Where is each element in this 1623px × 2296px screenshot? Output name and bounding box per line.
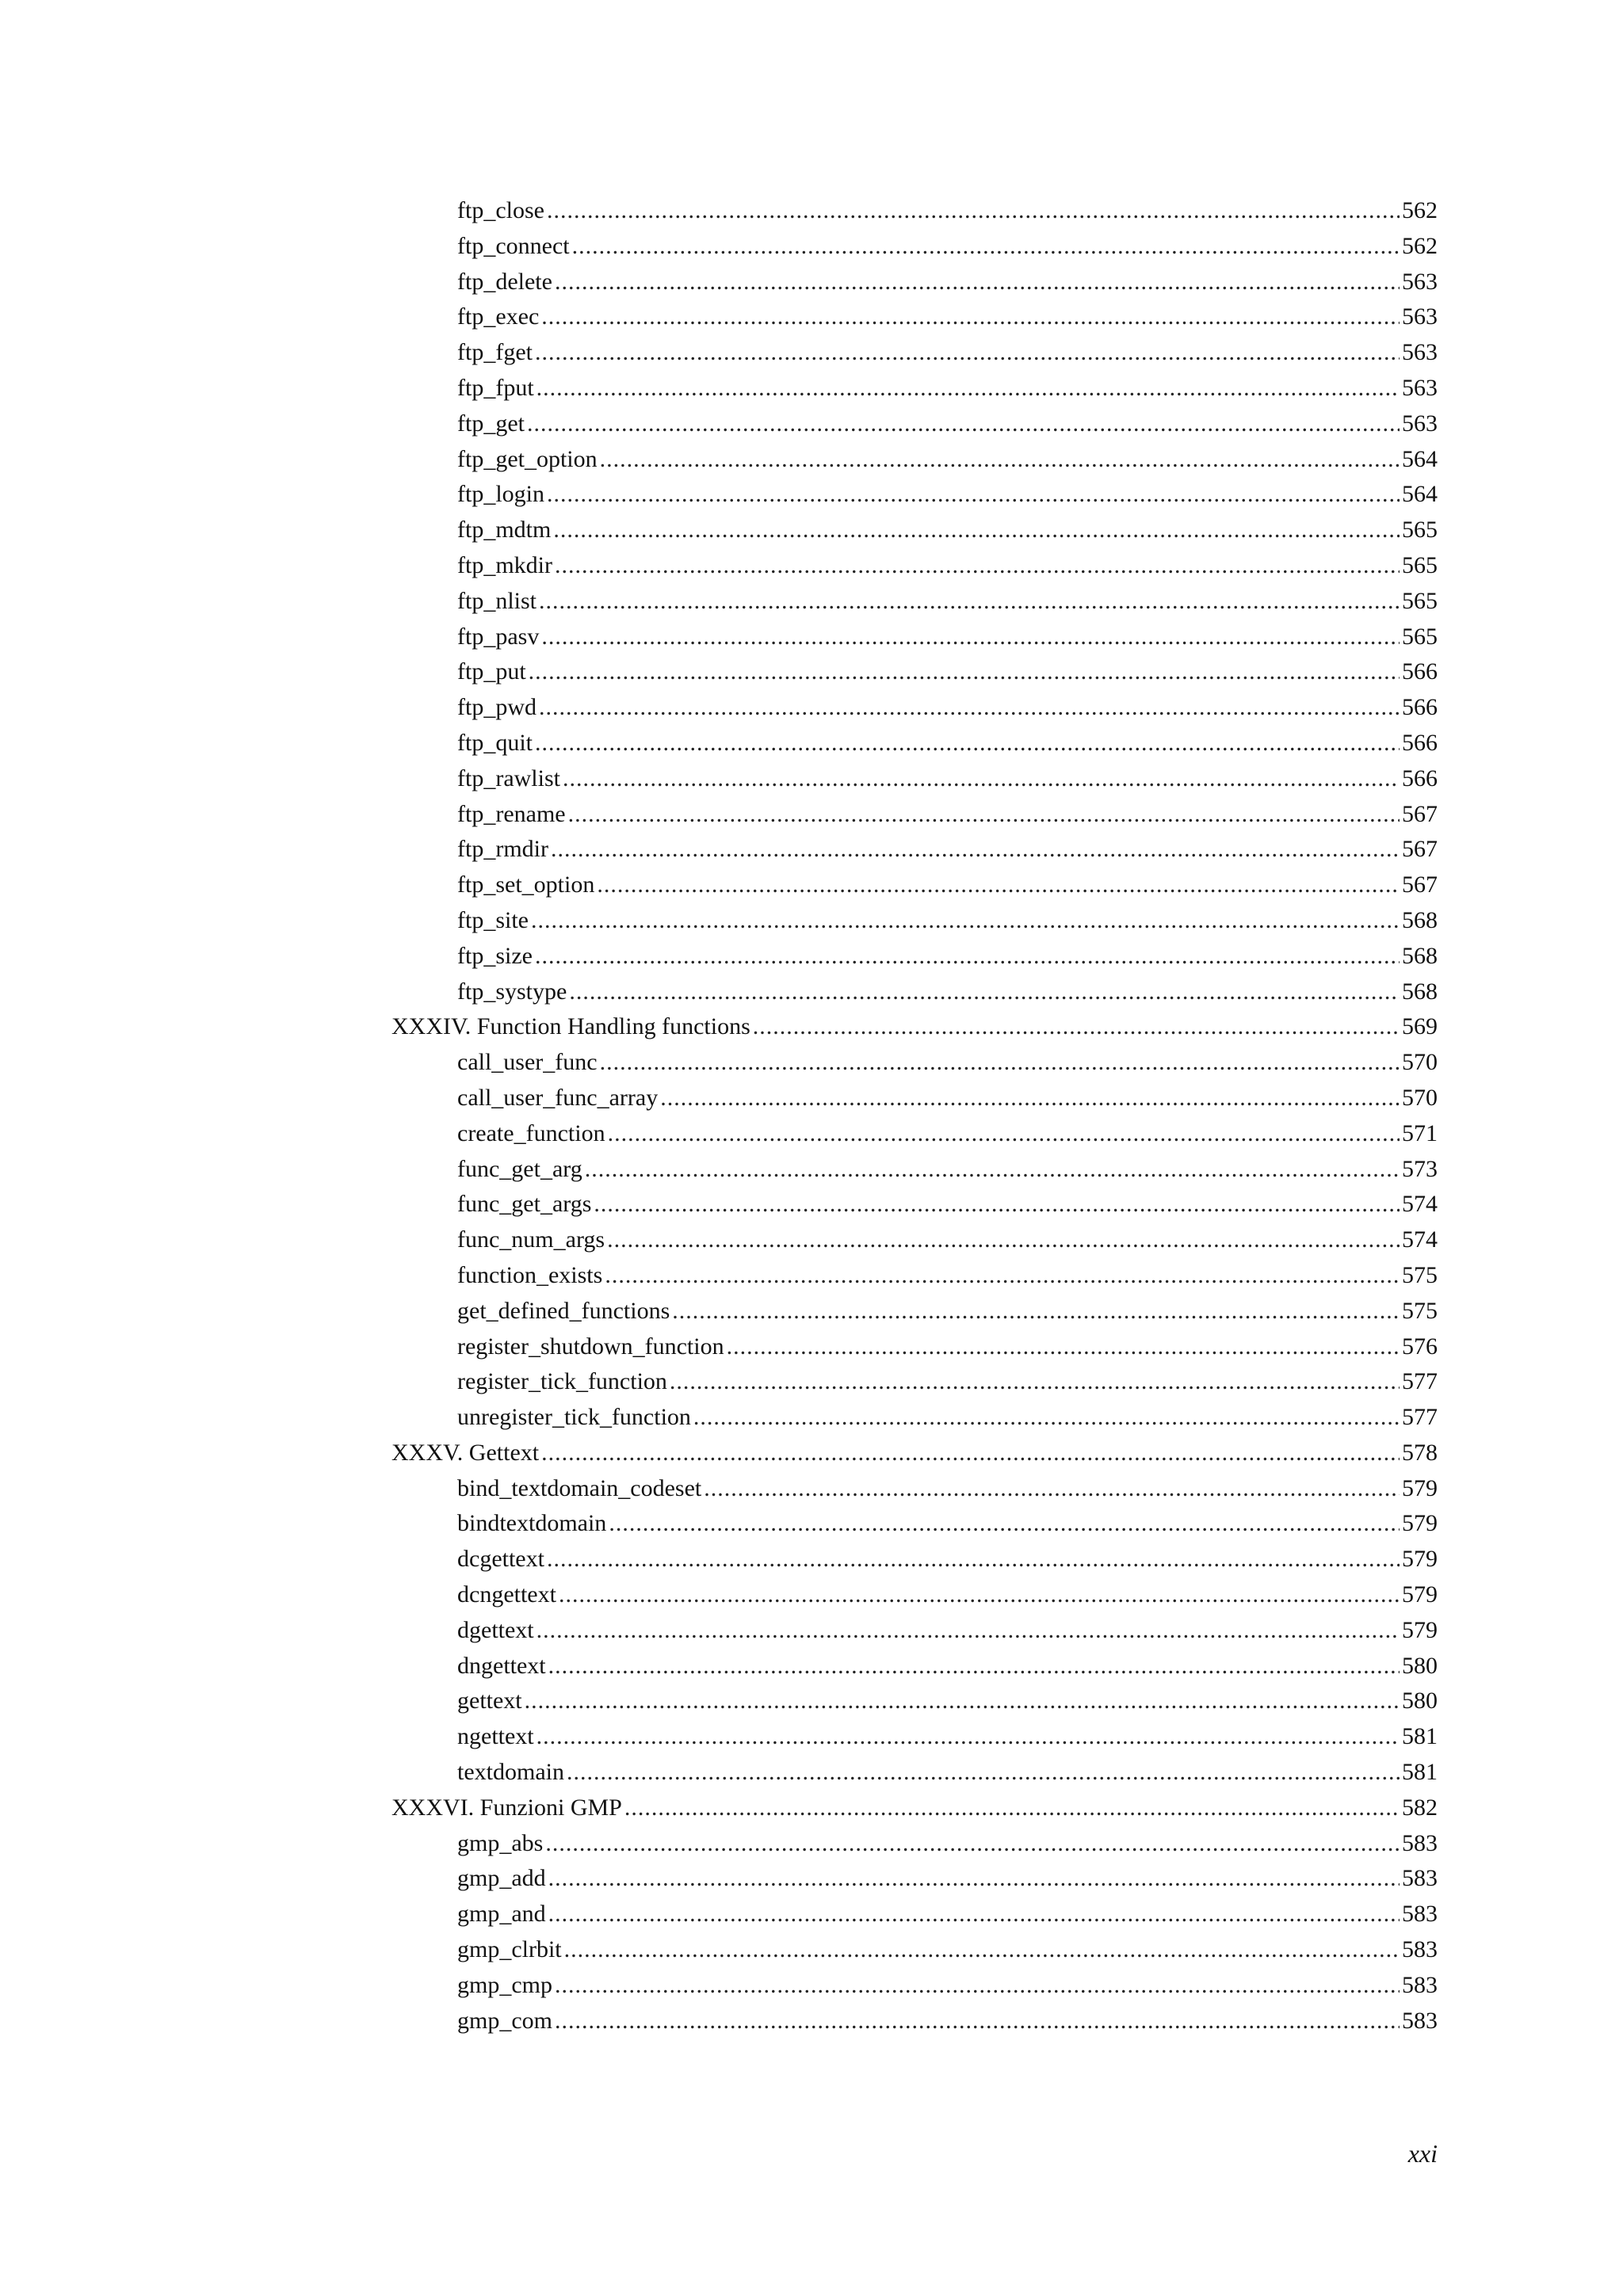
toc-entry[interactable] (391, 371, 1438, 406)
dot-leader (607, 1222, 1400, 1258)
toc-entry-title: dcgettext (457, 1546, 544, 1573)
toc-entry[interactable] (391, 1471, 1438, 1507)
dot-leader (597, 868, 1400, 903)
toc-entry[interactable] (391, 265, 1438, 300)
dot-leader (527, 406, 1400, 442)
toc-entry-title: XXXVI. Funzioni GMP (391, 1794, 622, 1821)
toc-entry-title: ftp_rmdir (457, 836, 548, 863)
toc-entry[interactable] (391, 193, 1438, 229)
toc-entry[interactable] (391, 939, 1438, 974)
toc-entry-page: 575 (1402, 1261, 1438, 1288)
toc-entry-page: 570 (1402, 1049, 1438, 1076)
toc-entry[interactable] (391, 1826, 1438, 1862)
dot-leader (609, 1506, 1400, 1542)
toc-entry-title: ftp_login (457, 481, 544, 508)
dot-leader (608, 1116, 1400, 1152)
toc-entry-page: 583 (1402, 1971, 1438, 1998)
toc-entry-title: register_shutdown_function (457, 1333, 724, 1360)
toc-entry-title: gmp_cmp (457, 1971, 552, 1998)
dot-leader (555, 265, 1400, 300)
toc-entry-title: gettext (457, 1688, 522, 1714)
toc-entry-page: 581 (1402, 1723, 1438, 1750)
dot-leader (547, 193, 1400, 229)
toc-entry-page: 577 (1402, 1404, 1438, 1431)
toc-entry-page: 581 (1402, 1759, 1438, 1786)
toc-entry-title: gmp_and (457, 1901, 546, 1928)
toc-entry-page: 582 (1402, 1794, 1438, 1821)
dot-leader (672, 1294, 1400, 1329)
dot-leader (660, 1081, 1400, 1116)
toc-entry[interactable] (391, 584, 1438, 620)
toc-entry[interactable] (391, 1649, 1438, 1684)
dot-leader (537, 1719, 1400, 1755)
dot-leader (594, 1187, 1400, 1222)
dot-leader (539, 690, 1400, 726)
toc-entry-page: 583 (1402, 1829, 1438, 1856)
toc-entry-page: 583 (1402, 1865, 1438, 1892)
dot-leader (572, 229, 1400, 265)
toc-entry-title: ftp_close (457, 197, 544, 223)
toc-entry-title: ftp_pwd (457, 694, 537, 721)
toc-entry-title: ftp_systype (457, 978, 567, 1005)
toc-entry-title: ftp_rawlist (457, 765, 560, 791)
toc-entry[interactable] (391, 1222, 1438, 1258)
toc-entry-page: 566 (1402, 694, 1438, 721)
toc-entry-title: ftp_quit (457, 729, 533, 756)
toc-entry-page: 568 (1402, 942, 1438, 969)
toc-entry-page: 583 (1402, 1936, 1438, 1963)
toc-entry[interactable] (391, 832, 1438, 868)
dot-leader (563, 761, 1400, 797)
toc-entry-title: gmp_com (457, 2007, 552, 2034)
toc-entry-page: 579 (1402, 1581, 1438, 1608)
toc-entry-title: ftp_set_option (457, 871, 595, 898)
toc-entry-title: ftp_mdtm (457, 517, 552, 543)
dot-leader (564, 1932, 1400, 1968)
toc-entry[interactable] (391, 797, 1438, 833)
toc-entry-page: 565 (1402, 623, 1438, 650)
toc-entry-title: ftp_get_option (457, 445, 598, 472)
toc-entry-page: 573 (1402, 1155, 1438, 1182)
dot-leader (567, 1755, 1400, 1791)
toc-entry[interactable] (391, 1081, 1438, 1116)
dot-leader (529, 654, 1400, 690)
dot-leader (605, 1258, 1400, 1294)
toc-entry-title: dcngettext (457, 1581, 556, 1608)
toc-entry-page: 568 (1402, 906, 1438, 933)
toc-entry-title: get_defined_functions (457, 1297, 670, 1324)
toc-entry[interactable] (391, 1187, 1438, 1222)
toc-entry[interactable] (391, 761, 1438, 797)
toc-entry-page: 580 (1402, 1688, 1438, 1714)
toc-entry[interactable] (391, 1329, 1438, 1365)
toc-entry[interactable] (391, 1400, 1438, 1436)
toc-entry[interactable] (391, 690, 1438, 726)
dot-leader (600, 442, 1400, 478)
toc-entry-page: 576 (1402, 1333, 1438, 1360)
toc-entry[interactable] (391, 726, 1438, 761)
toc-entry-page: 566 (1402, 765, 1438, 791)
dot-leader (670, 1364, 1400, 1400)
dot-leader (555, 2004, 1400, 2039)
toc-entry-title: call_user_func_array (457, 1084, 659, 1111)
dot-leader (539, 584, 1400, 620)
toc-entry[interactable] (391, 1152, 1438, 1188)
toc-entry-page: 575 (1402, 1297, 1438, 1324)
toc-entry[interactable] (391, 229, 1438, 265)
toc-entry-page: 563 (1402, 339, 1438, 366)
toc-entry-title: ftp_put (457, 658, 526, 685)
toc-entry-page: 565 (1402, 587, 1438, 614)
toc-entry-page: 566 (1402, 729, 1438, 756)
table-of-contents (391, 193, 1438, 2039)
toc-entry-page: 568 (1402, 978, 1438, 1005)
dot-leader (568, 797, 1400, 833)
toc-entry[interactable] (391, 513, 1438, 548)
dot-leader (569, 974, 1400, 1010)
toc-entry-page: 563 (1402, 268, 1438, 295)
toc-entry-page: 562 (1402, 197, 1438, 223)
toc-entry[interactable] (391, 442, 1438, 478)
toc-entry[interactable] (391, 1861, 1438, 1897)
dot-leader (548, 1897, 1400, 1932)
toc-entry-page: 578 (1402, 1439, 1438, 1466)
toc-entry-page: 565 (1402, 517, 1438, 543)
toc-entry-title: ftp_delete (457, 268, 552, 295)
dot-leader (547, 1542, 1400, 1577)
toc-entry-page: 567 (1402, 800, 1438, 827)
dot-leader (547, 477, 1400, 513)
toc-entry-title: ftp_connect (457, 232, 570, 259)
toc-entry[interactable] (391, 1755, 1438, 1791)
toc-entry[interactable] (391, 1932, 1438, 1968)
toc-entry-title: gmp_abs (457, 1829, 544, 1856)
toc-entry[interactable] (391, 974, 1438, 1010)
toc-entry[interactable] (391, 1045, 1438, 1081)
toc-entry-page: 563 (1402, 410, 1438, 437)
dot-leader (624, 1791, 1400, 1826)
toc-entry[interactable] (391, 1506, 1438, 1542)
toc-entry[interactable] (391, 620, 1438, 655)
dot-leader (541, 299, 1400, 335)
toc-entry-page: 564 (1402, 445, 1438, 472)
toc-entry[interactable] (391, 1294, 1438, 1329)
toc-entry-title: register_tick_function (457, 1368, 667, 1395)
toc-entry-title: ftp_mkdir (457, 551, 552, 578)
toc-entry-page: 580 (1402, 1652, 1438, 1679)
toc-entry-page: 567 (1402, 836, 1438, 863)
dot-leader (553, 513, 1400, 548)
toc-entry-title: call_user_func (457, 1049, 598, 1076)
dot-leader (537, 371, 1400, 406)
toc-entry-title: ftp_fget (457, 339, 533, 366)
toc-entry[interactable] (391, 1897, 1438, 1932)
toc-entry-title: gmp_add (457, 1865, 546, 1892)
toc-entry-page: 571 (1402, 1119, 1438, 1146)
toc-entry-title: XXXIV. Function Handling functions (391, 1013, 750, 1040)
toc-entry[interactable] (391, 1613, 1438, 1649)
toc-entry-title: ftp_rename (457, 800, 566, 827)
toc-entry-title: ftp_size (457, 942, 533, 969)
toc-section-entry[interactable] (391, 1436, 1438, 1471)
toc-entry-title: ftp_nlist (457, 587, 537, 614)
toc-entry-title: bind_textdomain_codeset (457, 1474, 702, 1501)
dot-leader (704, 1471, 1400, 1507)
dot-leader (753, 1009, 1400, 1045)
toc-entry-page: 579 (1402, 1510, 1438, 1537)
toc-entry[interactable] (391, 2004, 1438, 2039)
toc-entry[interactable] (391, 299, 1438, 335)
toc-entry-page: 564 (1402, 481, 1438, 508)
toc-entry-page: 577 (1402, 1368, 1438, 1395)
toc-entry-title: ftp_exec (457, 303, 540, 330)
toc-entry-page: 565 (1402, 551, 1438, 578)
dot-leader (555, 548, 1400, 584)
toc-entry[interactable] (391, 1116, 1438, 1152)
toc-entry-title: func_get_arg (457, 1155, 582, 1182)
toc-entry[interactable] (391, 548, 1438, 584)
toc-entry-page: 579 (1402, 1616, 1438, 1643)
toc-entry-page: 583 (1402, 2007, 1438, 2034)
toc-entry-title: XXXV. Gettext (391, 1439, 540, 1466)
toc-entry[interactable] (391, 654, 1438, 690)
toc-section-entry[interactable] (391, 1791, 1438, 1826)
toc-entry-page: 567 (1402, 871, 1438, 898)
toc-entry-title: unregister_tick_function (457, 1404, 691, 1431)
toc-entry-page: 563 (1402, 374, 1438, 401)
dot-leader (548, 1861, 1400, 1897)
toc-entry-page: 579 (1402, 1474, 1438, 1501)
toc-entry-page: 563 (1402, 303, 1438, 330)
dot-leader (525, 1684, 1400, 1719)
toc-section-entry[interactable] (391, 1009, 1438, 1045)
dot-leader (693, 1400, 1400, 1436)
toc-entry[interactable] (391, 477, 1438, 513)
toc-entry[interactable] (391, 1968, 1438, 2004)
toc-entry[interactable] (391, 1542, 1438, 1577)
toc-entry-title: func_num_args (457, 1226, 605, 1253)
toc-entry-page: 574 (1402, 1191, 1438, 1218)
toc-entry-title: ftp_fput (457, 374, 534, 401)
toc-entry[interactable] (391, 1364, 1438, 1400)
toc-entry-page: 569 (1402, 1013, 1438, 1040)
dot-leader (535, 335, 1400, 371)
page-number: xxi (1407, 2139, 1438, 2168)
toc-entry-page: 579 (1402, 1546, 1438, 1573)
toc-entry-page: 574 (1402, 1226, 1438, 1253)
toc-entry-title: ftp_pasv (457, 623, 540, 650)
dot-leader (559, 1577, 1400, 1613)
toc-entry-title: dngettext (457, 1652, 546, 1679)
toc-entry-title: ftp_get (457, 410, 525, 437)
dot-leader (541, 620, 1400, 655)
toc-entry[interactable] (391, 1577, 1438, 1613)
dot-leader (545, 1826, 1400, 1862)
toc-entry-title: create_function (457, 1119, 605, 1146)
dot-leader (555, 1968, 1400, 2004)
toc-entry-page: 570 (1402, 1084, 1438, 1111)
dot-leader (600, 1045, 1400, 1081)
toc-entry[interactable] (391, 868, 1438, 903)
toc-entry[interactable] (391, 1258, 1438, 1294)
toc-entry-page: 566 (1402, 658, 1438, 685)
toc-entry-title: bindtextdomain (457, 1510, 607, 1537)
toc-entry[interactable] (391, 903, 1438, 939)
toc-entry-title: func_get_args (457, 1191, 592, 1218)
toc-entry-page: 562 (1402, 232, 1438, 259)
toc-entry[interactable] (391, 1719, 1438, 1755)
dot-leader (537, 1613, 1400, 1649)
dot-leader (531, 903, 1400, 939)
dot-leader (585, 1152, 1400, 1188)
toc-entry-title: textdomain (457, 1759, 564, 1786)
toc-entry[interactable] (391, 1684, 1438, 1719)
dot-leader (535, 939, 1400, 974)
dot-leader (541, 1436, 1400, 1471)
toc-entry-title: function_exists (457, 1261, 603, 1288)
toc-entry-title: gmp_clrbit (457, 1936, 562, 1963)
dot-leader (727, 1329, 1400, 1365)
toc-entry[interactable] (391, 406, 1438, 442)
dot-leader (535, 726, 1400, 761)
dot-leader (551, 832, 1400, 868)
toc-entry-page: 583 (1402, 1901, 1438, 1928)
toc-entry-title: ngettext (457, 1723, 534, 1750)
toc-entry-title: dgettext (457, 1616, 534, 1643)
dot-leader (548, 1649, 1400, 1684)
toc-entry-title: ftp_site (457, 906, 529, 933)
toc-entry[interactable] (391, 335, 1438, 371)
